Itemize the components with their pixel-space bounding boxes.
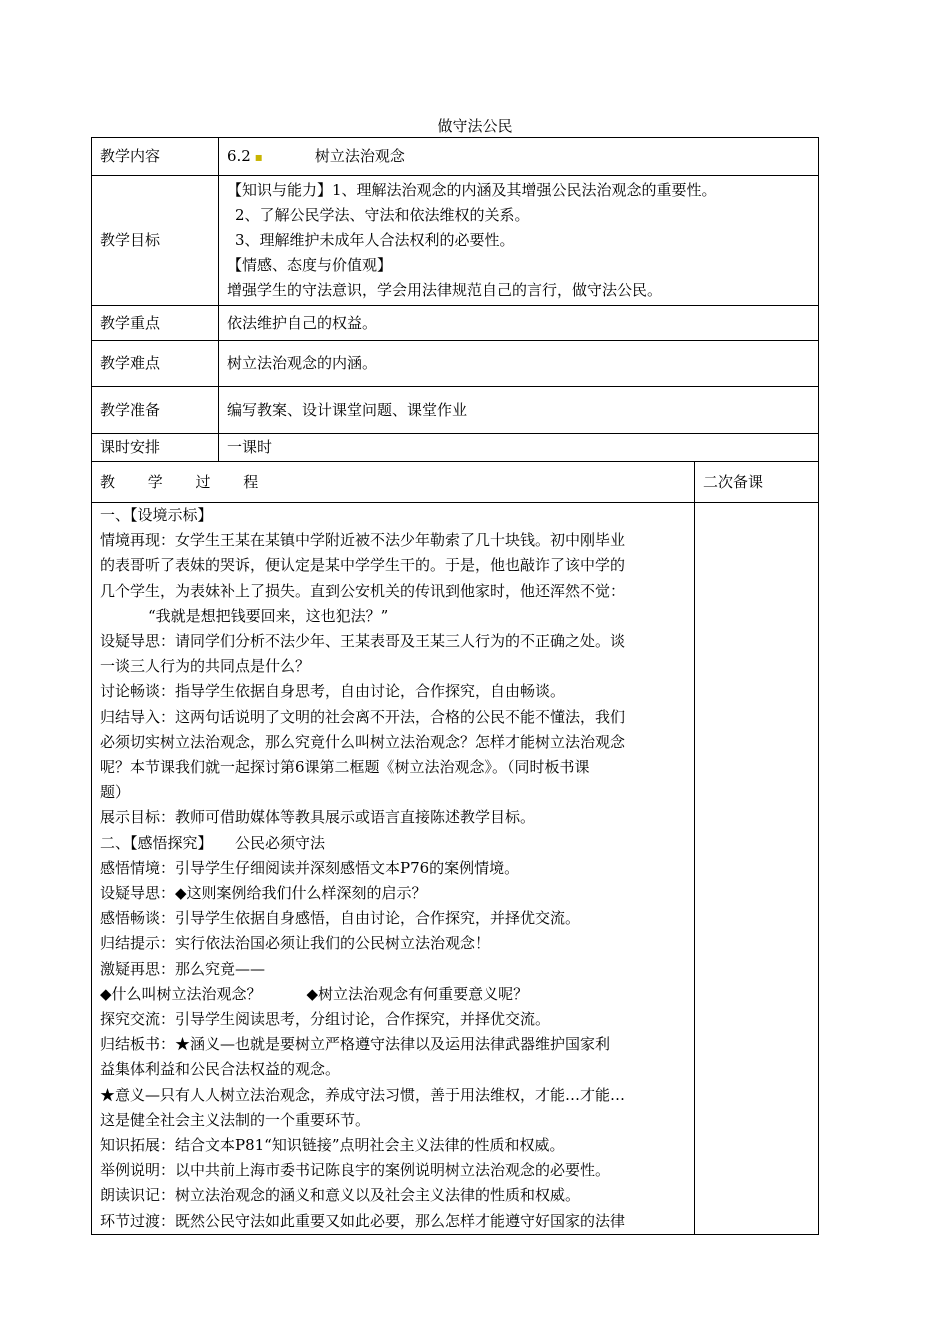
row-process-body bbox=[92, 503, 819, 1235]
process-line: 归结导入：这两句话说明了文明的社会离不开法，合格的公民不能不懂法，我们 bbox=[100, 707, 626, 726]
process-line: 环节过渡：既然公民守法如此重要又如此必要，那么怎样才能遵守好国家的法律 bbox=[100, 1211, 626, 1230]
process-line: 必须切实树立法治观念，那么究竟什么叫树立法治观念？怎样才能树立法治观念 bbox=[100, 732, 626, 751]
row-difficulty bbox=[92, 341, 819, 387]
value-content bbox=[219, 138, 819, 176]
process-line: 题） bbox=[100, 783, 131, 802]
value-preparation: 编写教案、设计课堂问题、课堂作业 bbox=[219, 387, 819, 434]
label-content: 教学内容 bbox=[92, 138, 219, 176]
process-line: 情境再现：女学生王某在某镇中学附近被不法少年勒索了几十块钱。初中刚毕业 bbox=[100, 531, 626, 550]
second-prep-notes bbox=[695, 503, 819, 1235]
value-time: 一课时 bbox=[219, 434, 819, 462]
process-line: 朗读识记：树立法治观念的涵义和意义以及社会主义法律的性质和权威。 bbox=[100, 1186, 581, 1205]
process-line: 归结板书：★涵义—也就是要树立严格遵守法律以及运用法律武器维护国家利 bbox=[100, 1035, 611, 1054]
process-line: 展示目标：教师可借助媒体等教具展示或语言直接陈述教学目标。 bbox=[100, 808, 536, 827]
process-line: 的表哥听了表妹的哭诉，便认定是某中学学生干的。于是，他也敲诈了该中学的 bbox=[100, 556, 626, 575]
process-line: 几个学生，为表妹补上了损失。直到公安机关的传讯到他家时，他还浑然不觉： bbox=[100, 581, 626, 600]
process-header: 教 学 过 程 bbox=[92, 462, 695, 503]
process-line: 归结提示：实行依法治国必须让我们的公民树立法治观念！ bbox=[100, 934, 491, 953]
lesson-topic: 树立法治观念 bbox=[314, 146, 405, 165]
label-key-point: 教学重点 bbox=[92, 306, 219, 341]
process-line: 感悟畅谈：引导学生依据自身感悟，自由讨论，合作探究，并择优交流。 bbox=[100, 909, 581, 928]
goal-line: 【知识与能力】1、理解法治观念的内涵及其增强公民法治观念的重要性。 bbox=[227, 181, 717, 199]
value-key-point: 依法维护自己的权益。 bbox=[219, 306, 819, 341]
process-line: ◆什么叫树立法治观念？ ◆树立法治观念有何重要意义呢？ bbox=[100, 984, 529, 1003]
lesson-number: 6.2 bbox=[227, 146, 251, 165]
process-line: 感悟情境：引导学生仔细阅读并深刻感悟文本P76的案例情境。 bbox=[100, 858, 520, 877]
process-line: “我就是想把钱要回来，这也犯法？” bbox=[148, 606, 389, 625]
row-content bbox=[92, 138, 819, 176]
label-goals: 教学目标 bbox=[92, 176, 219, 306]
label-preparation: 教学准备 bbox=[92, 387, 219, 434]
goal-line: 【情感、态度与价值观】 bbox=[227, 256, 393, 274]
process-line: ★意义—只有人人树立法治观念，养成守法习惯，善于用法维权，才能…才能… bbox=[100, 1085, 626, 1104]
process-line: 呢？本节课我们就一起探讨第6课第二框题《树立法治观念》。（同时板书课 bbox=[100, 758, 590, 777]
process-line: 二、【感悟探究】 公民必须守法 bbox=[100, 833, 326, 852]
process-line: 激疑再思：那么究竟—— bbox=[100, 959, 266, 978]
process-line: 设疑导思：请同学们分析不法少年、王某表哥及王某三人行为的不正确之处。谈 bbox=[100, 632, 626, 651]
yellow-dot-mark: ▪ bbox=[250, 149, 263, 164]
document-title: 做守法公民 bbox=[437, 117, 513, 135]
process-content bbox=[92, 503, 695, 1235]
process-line: 一、【设境示标】 bbox=[100, 506, 213, 524]
label-time: 课时安排 bbox=[92, 434, 219, 462]
process-line: 一谈三人行为的共同点是什么？ bbox=[100, 657, 311, 676]
goal-line: 增强学生的守法意识，学会用法律规范自己的言行，做守法公民。 bbox=[227, 281, 663, 299]
goal-line: 3、理解维护未成年人合法权利的必要性。 bbox=[235, 231, 515, 249]
row-goals bbox=[92, 176, 819, 306]
process-line: 讨论畅谈：指导学生依据自身思考，自由讨论，合作探究，自由畅谈。 bbox=[100, 682, 566, 701]
process-line: 这是健全社会主义法制的一个重要环节。 bbox=[100, 1110, 371, 1129]
goal-line: 2、了解公民学法、守法和依法维权的关系。 bbox=[235, 206, 530, 224]
row-preparation bbox=[92, 387, 819, 434]
value-goals bbox=[219, 176, 819, 306]
row-process-header bbox=[92, 462, 819, 503]
second-prep-header: 二次备课 bbox=[695, 462, 819, 503]
row-time bbox=[92, 434, 819, 462]
process-line: 设疑导思：◆这则案例给我们什么样深刻的启示？ bbox=[100, 884, 427, 903]
value-difficulty: 树立法治观念的内涵。 bbox=[219, 341, 819, 387]
process-line: 知识拓展：结合文本P81“知识链接”点明社会主义法律的性质和权威。 bbox=[100, 1136, 565, 1155]
process-line: 益集体利益和公民合法权益的观念。 bbox=[100, 1060, 341, 1079]
process-line: 探究交流：引导学生阅读思考，分组讨论，合作探究，并择优交流。 bbox=[100, 1010, 551, 1029]
label-difficulty: 教学难点 bbox=[92, 341, 219, 387]
process-line: 举例说明：以中共前上海市委书记陈良宇的案例说明树立法治观念的必要性。 bbox=[100, 1161, 611, 1180]
lesson-plan-table bbox=[91, 137, 819, 1235]
row-key-point bbox=[92, 306, 819, 341]
